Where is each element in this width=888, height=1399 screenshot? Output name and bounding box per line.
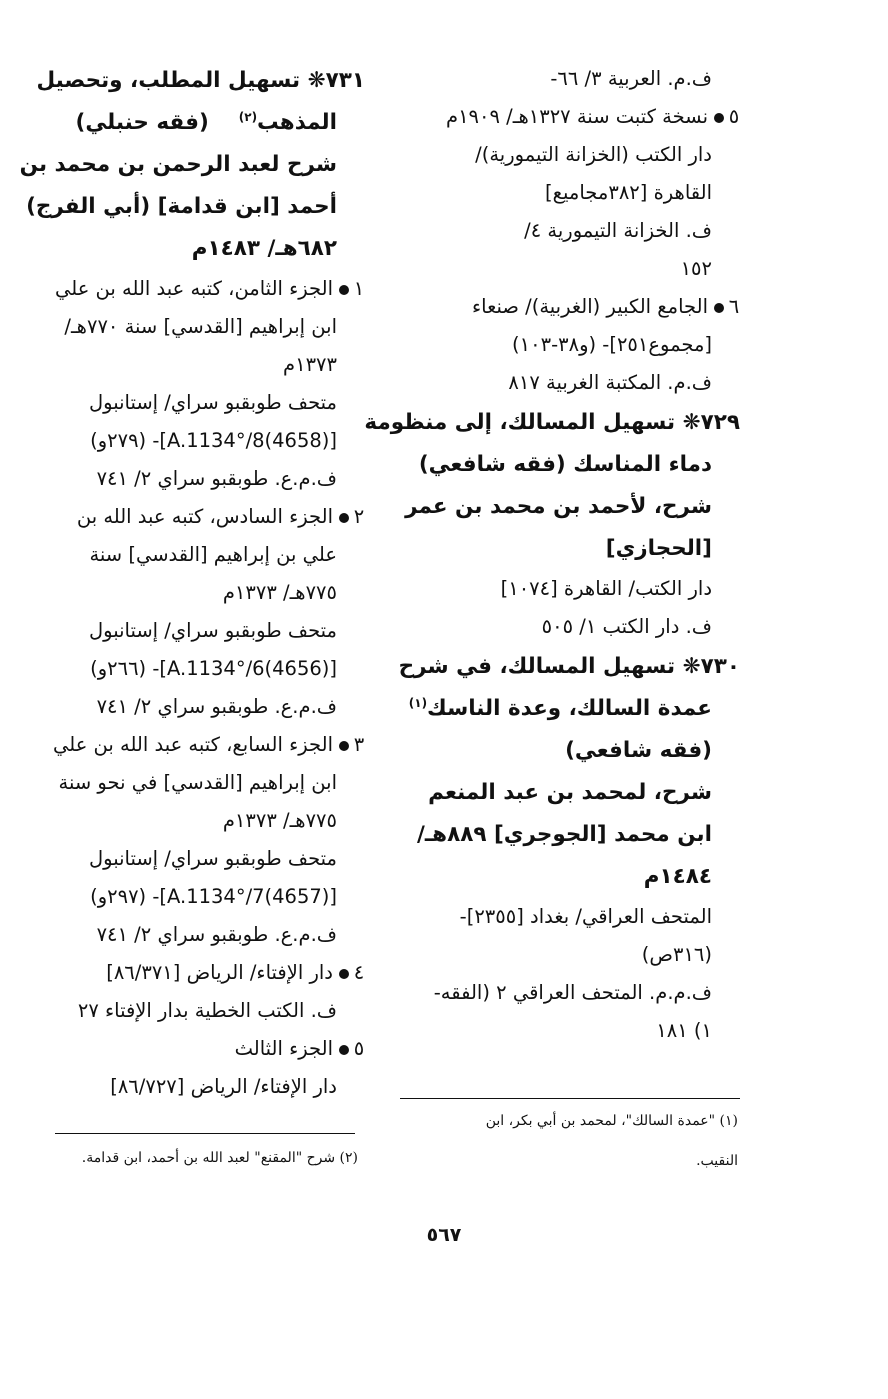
subject-label: (فقه حنبلي) [75, 110, 239, 135]
entry-heading-line [405, 486, 740, 528]
entry-heading [398, 646, 740, 688]
page-number: ٥٦٧ [426, 1224, 462, 1246]
right-column [364, 60, 740, 1050]
text-line [25, 992, 365, 1030]
line-text: ف.م. المكتبة الغربية ٨١٧ [508, 371, 712, 394]
footnote-rule-left [55, 1133, 355, 1134]
entry-heading-line [405, 772, 740, 814]
line-text: دار الكتب/ القاهرة [١٠٧٤] [500, 577, 712, 600]
line-text: دماء المناسك (فقه شافعي) [418, 452, 712, 477]
entry-heading-line [405, 814, 740, 856]
entry-heading-line [405, 444, 740, 486]
item-text: الجزء الثامن، كتبه عبد الله بن علي [55, 277, 333, 300]
line-text: المتحف العراقي/ بغداد [٢٣٥٥]- [459, 905, 712, 928]
text-line [405, 974, 740, 1012]
line-text: (فقه شافعي) [565, 738, 712, 763]
text-line [405, 250, 740, 288]
line-text: ف. دار الكتب ١/ ٥٠٥ [541, 615, 712, 638]
text-line [25, 650, 365, 688]
left-column [19, 60, 365, 1106]
line-text: علي بن إبراهيم [القدسي] سنة [89, 543, 337, 566]
text-line [25, 536, 365, 574]
footnote-1-line-2: النقيب. [696, 1153, 738, 1169]
line-text: متحف طوبقبو سراي/ إستانبول [88, 619, 337, 642]
bullet-icon [714, 303, 724, 313]
line-text: متحف طوبقبو سراي/ إستانبول [88, 391, 337, 414]
item-number: ١ [353, 277, 365, 300]
text-line [25, 612, 365, 650]
line-text: ٧٢٩❋ تسهيل المسالك، إلى منظومة [364, 410, 740, 435]
entry-heading-line [405, 528, 740, 570]
line-text: شرح لعبد الرحمن بن محمد بن [19, 152, 337, 177]
text-line [25, 840, 365, 878]
bullet-icon [339, 1045, 349, 1055]
text-line [405, 608, 740, 646]
text-line [405, 936, 740, 974]
entry-heading-line [25, 228, 365, 270]
footnote-2: (٢) شرح "المقنع" لعبد الله بن أحمد، ابن قدامة. [81, 1150, 358, 1166]
text-line [25, 764, 365, 802]
line-text: دار الإفتاء/ الرياض [٨٦/٧٢٧] [110, 1075, 337, 1098]
item-text: دار الإفتاء/ الرياض [٨٦/٣٧١] [106, 961, 333, 984]
item-text: الجزء السابع، كتبه عبد الله بن علي [52, 733, 333, 756]
text-line [405, 174, 740, 212]
text-line [405, 60, 740, 98]
text-line [405, 212, 740, 250]
entry-heading-line [405, 730, 740, 772]
line-text: [A.1134°/6(4656)]- (٢٦٦و) [90, 657, 337, 680]
entry-heading-line [405, 688, 740, 730]
entry-heading-line [25, 102, 365, 144]
item-text: الجزء الثالث [234, 1037, 333, 1060]
bullet-icon [339, 741, 349, 751]
line-text: شرح، لأحمد بن محمد بن عمر [405, 494, 712, 519]
list-item [25, 270, 365, 308]
item-number: ٦ [728, 295, 740, 318]
text-line [25, 460, 365, 498]
item-text: الجامع الكبير (الغربية)/ صنعاء [472, 295, 708, 318]
entry-heading [25, 60, 365, 102]
footnote-1-line-1: (١) "عمدة السالك"، لمحمد بن أبي بكر، ابن [485, 1113, 738, 1129]
item-number: ٥ [728, 105, 740, 128]
entry-heading-line [405, 856, 740, 898]
line-text: ف. الخزانة التيمورية ٤/ [524, 219, 712, 242]
text-line [25, 308, 365, 346]
entry-heading [364, 402, 740, 444]
list-item [25, 498, 365, 536]
footnote-marker: (٢) [238, 109, 258, 124]
line-text: ف.م.ع. طوبقبو سراي ٢/ ٧٤١ [96, 923, 337, 946]
text-line [25, 346, 365, 384]
footnote-marker: (١) [408, 695, 428, 710]
text-line [25, 916, 365, 954]
item-text: الجزء السادس، كتبه عبد الله بن [76, 505, 333, 528]
list-item [25, 954, 365, 992]
text-line [25, 802, 365, 840]
list-item [25, 1030, 365, 1068]
item-number: ٣ [353, 733, 365, 756]
line-text: ف.م. العربية ٣/ ٦٦- [550, 67, 712, 90]
text-line [25, 384, 365, 422]
item-number: ٥ [353, 1037, 365, 1060]
line-text: ابن إبراهيم [القدسي] سنة ٧٧٠هـ/ [64, 315, 337, 338]
bullet-icon [339, 513, 349, 523]
item-text: نسخة كتبت سنة ١٣٢٧هـ/ ١٩٠٩م [446, 105, 708, 128]
line-text: ٧٣١❋ تسهيل المطلب، وتحصيل [36, 68, 365, 93]
line-text: [مجموع٢٥١]- (و٣٨-١٠٣) [512, 333, 712, 356]
text-line [405, 570, 740, 608]
line-text: ٧٧٥هـ/ ١٣٧٣م [222, 809, 337, 832]
line-text: ف. الكتب الخطية بدار الإفتاء ٢٧ [77, 999, 337, 1022]
line-text: [A.1134°/8(4658)]- (٢٧٩و) [90, 429, 337, 452]
item-number: ٤ [353, 961, 365, 984]
line-text: ف.م.ع. طوبقبو سراي ٢/ ٧٤١ [96, 695, 337, 718]
text-line [405, 326, 740, 364]
line-text: ٧٣٠❋ تسهيل المسالك، في شرح [398, 654, 740, 679]
line-text: ٧٧٥هـ/ ١٣٧٣م [222, 581, 337, 604]
text-line [405, 136, 740, 174]
line-text: ابن إبراهيم [القدسي] في نحو سنة [58, 771, 337, 794]
item-number: ٢ [353, 505, 365, 528]
text-line [405, 1012, 740, 1050]
line-text: ف.م.م. المتحف العراقي ٢ (الفقه- [433, 981, 712, 1004]
bullet-icon [339, 969, 349, 979]
line-text: القاهرة [٣٨٢مجاميع] [545, 181, 712, 204]
entry-heading-line [25, 186, 365, 228]
text-line [405, 898, 740, 936]
text-line [405, 364, 740, 402]
line-text: متحف طوبقبو سراي/ إستانبول [88, 847, 337, 870]
line-text: [الحجازي] [605, 536, 712, 561]
line-text: ١) ١٨١ [656, 1019, 712, 1042]
footnote-rule-right [400, 1098, 740, 1099]
line-text: ١٤٨٤م [643, 864, 712, 889]
line-text: (٣١٦ص) [641, 943, 712, 966]
bullet-icon [339, 285, 349, 295]
bullet-icon [714, 113, 724, 123]
list-item [405, 98, 740, 136]
line-text: شرح، لمحمد بن عبد المنعم [428, 780, 712, 805]
line-text: ف.م.ع. طوبقبو سراي ٢/ ٧٤١ [96, 467, 337, 490]
line-text: أحمد [ابن قدامة] (أبي الفرج) [26, 194, 337, 219]
list-item [405, 288, 740, 326]
line-text: دار الكتب (الخزانة التيمورية)/ [475, 143, 712, 166]
text-line [25, 688, 365, 726]
line-text: ١٣٧٣م [283, 353, 337, 376]
line-text: عمدة السالك، وعدة الناسك [427, 696, 712, 721]
line-text: ٦٨٢هـ/ ١٤٨٣م [191, 236, 337, 261]
text-line [25, 1068, 365, 1106]
text-line [25, 878, 365, 916]
text-line [25, 574, 365, 612]
list-item [25, 726, 365, 764]
line-text: ابن محمد [الجوجري] ٨٨٩هـ/ [416, 822, 712, 847]
entry-heading-line [19, 144, 365, 186]
line-text: ١٥٢ [680, 257, 712, 280]
line-text: [A.1134°/7(4657)]- (٢٩٧و) [90, 885, 337, 908]
line-text: المذهب [257, 110, 337, 135]
text-line [25, 422, 365, 460]
